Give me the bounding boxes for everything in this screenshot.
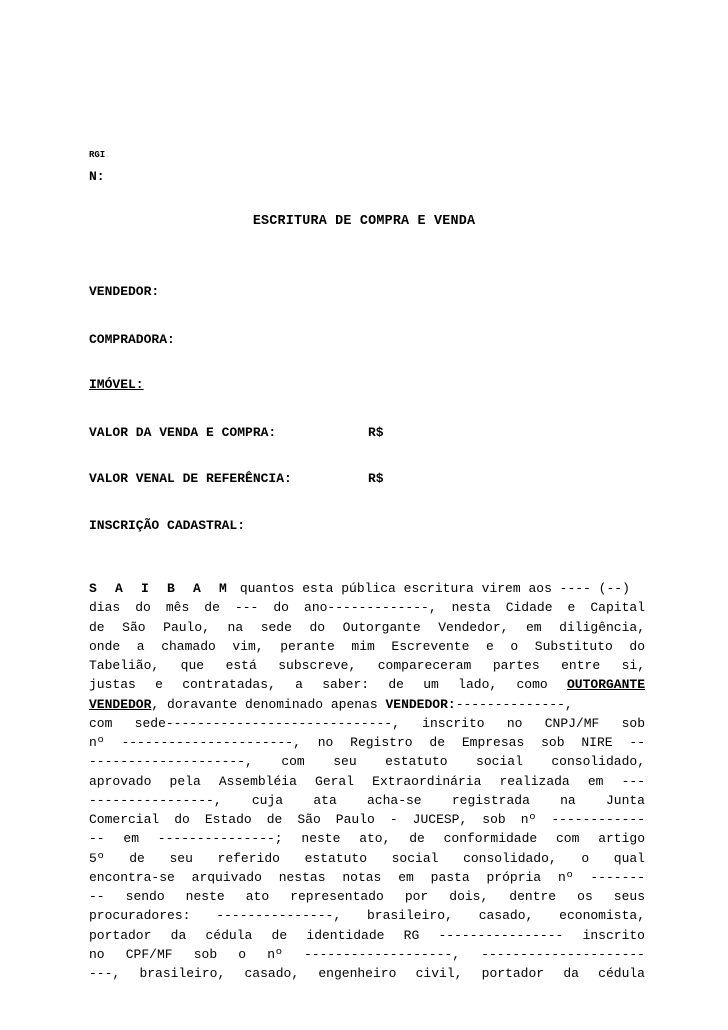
compradora-label: COMPRADORA:: [89, 332, 175, 347]
body-line: -- em ---------------; neste ato, de conformidade com artigo: [89, 831, 645, 847]
vendedor-bold: VENDEDOR:: [385, 696, 456, 712]
body-paragraph: [89, 579, 645, 983]
body-line: portador da cédula de identidade RG ---------------- inscrito: [89, 927, 645, 943]
body-line: ---, brasileiro, casado, engenheiro civil, portador da cédula: [89, 966, 645, 981]
body-line: --------------------, com seu estatuto social consolidado,: [89, 754, 645, 770]
body-line: Comercial do Estado de São Paulo - JUCESP, sob nº ------------: [89, 812, 645, 827]
body-line: no CPF/MF sob o nº -------------------, ---------------------: [89, 946, 645, 962]
vendedor-word: VENDEDOR: [89, 696, 152, 712]
body-line: aprovado pela Assembléia Geral Extraordinária realizada em ---: [89, 773, 645, 789]
valor-venda-value: R$: [368, 425, 384, 440]
valor-venal-value: R$: [368, 471, 384, 486]
valor-venda-label: VALOR DA VENDA E COMPRA:: [89, 425, 277, 440]
vendedor-label: VENDEDOR:: [89, 284, 160, 299]
body-line: encontra-se arquivado nestas notas em pasta própria nº -------: [89, 869, 645, 885]
body-line: onde a chamado vim, perante mim Escrevente e o Substituto do: [89, 638, 645, 654]
body-text: justas e contratadas, a saber: de um lado, como: [89, 677, 567, 693]
body-line: procuradores: ---------------, brasileiro, casado, economista,: [89, 908, 645, 924]
body-line: nº ----------------------, no Registro de Empresas sob NIRE --: [89, 735, 645, 750]
body-text: quantos esta pública escritura virem aos ---- (--): [232, 581, 630, 596]
inscricao-label: INSCRIÇÃO CADASTRAL:: [89, 518, 246, 533]
rgi-label: RGI: [89, 150, 106, 160]
body-line: com sede-----------------------------, inscrito no CNPJ/MF sob: [89, 715, 645, 731]
outorgante-word: OUTORGANTE: [566, 677, 645, 693]
saibam-word: S A I B A M: [89, 581, 233, 596]
body-text: , doravante denominado apenas: [151, 696, 386, 712]
body-line: dias do mês de --- do ano-------------, nesta Cidade e Capital: [89, 600, 645, 616]
body-text: --------------,: [455, 696, 573, 712]
body-line: Tabelião, que está subscreve, compareceram partes entre si,: [89, 658, 645, 673]
body-line: ----------------, cuja ata acha-se registrada na Junta: [89, 792, 645, 808]
body-line: [89, 675, 645, 694]
body-line: [89, 579, 645, 598]
imovel-label: IMÓVEL:: [89, 377, 144, 392]
document-title: ESCRITURA DE COMPRA E VENDA: [252, 214, 476, 229]
valor-venal-label: VALOR VENAL DE REFERÊNCIA:: [89, 471, 292, 486]
body-line: [89, 695, 645, 714]
number-label: N:: [89, 169, 105, 184]
body-line: 5º de seu referido estatuto social consolidado, o qual: [89, 850, 645, 866]
body-line: -- sendo neste ato representado por dois, dentre os seus: [89, 889, 645, 904]
body-line: de São Paulo, na sede do Outorgante Vendedor, em diligência,: [89, 619, 645, 635]
